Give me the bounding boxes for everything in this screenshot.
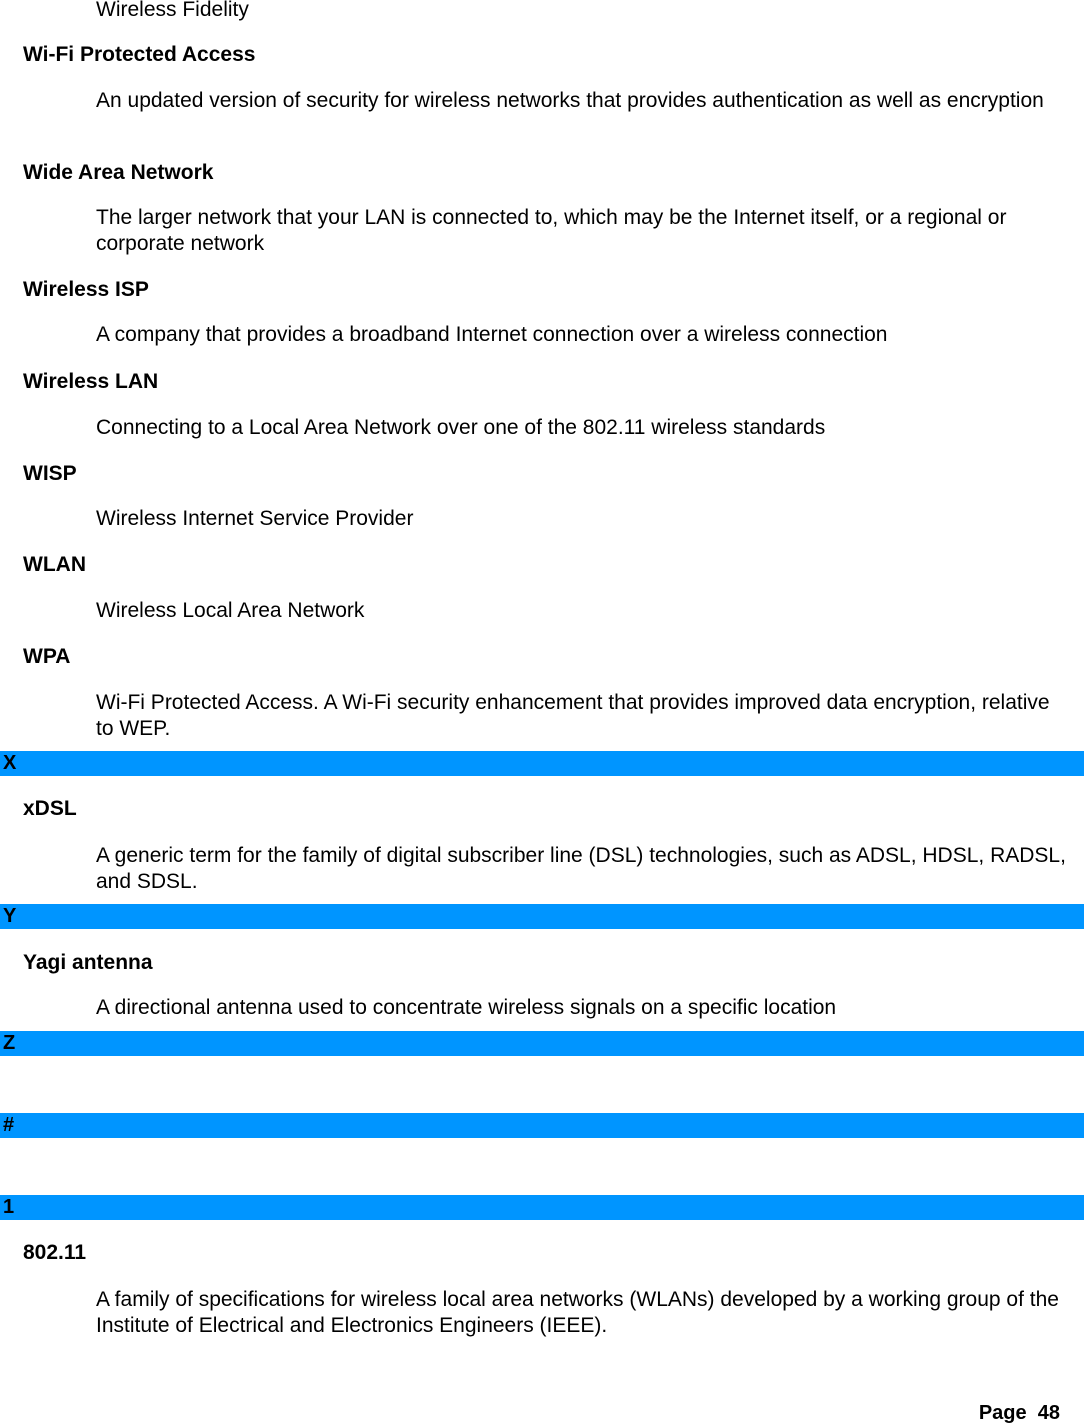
section-header-x — [0, 751, 1084, 776]
definition-wireless-lan: Connecting to a Local Area Network over one of the 802.11 wireless standards — [96, 416, 826, 439]
section-header-1 — [0, 1195, 1084, 1220]
term-802-11: 802.11 — [23, 1241, 87, 1264]
section-letter-y: Y — [3, 905, 17, 927]
term-yagi-antenna: Yagi antenna — [23, 951, 153, 974]
term-wpa: WPA — [23, 645, 71, 668]
term-wireless-lan: Wireless LAN — [23, 370, 159, 393]
section-letter-z: Z — [3, 1032, 16, 1054]
definition-yagi-antenna: A directional antenna used to concentrate wireless signals on a specific location — [96, 996, 837, 1019]
term-wifi-protected-access: Wi-Fi Protected Access — [23, 43, 256, 66]
section-letter-1: 1 — [3, 1196, 15, 1218]
term-wide-area-network: Wide Area Network — [23, 161, 214, 184]
definition-xdsl: A generic term for the family of digital subscriber line (DSL) technologies, such as ADSL, HDSL, RADSL, and SDSL. — [96, 844, 1066, 893]
section-header-z — [0, 1031, 1084, 1056]
term-xdsl: xDSL — [23, 797, 77, 820]
definition-wide-area-network: The larger network that your LAN is connected to, which may be the Internet itself, or a regional or corporate network — [96, 206, 1007, 255]
term-wireless-isp: Wireless ISP — [23, 278, 149, 301]
section-header-y — [0, 904, 1084, 929]
definition-802-11: A family of specifications for wireless local area networks (WLANs) developed by a working group of the Institute of Electrical and Electronics Engineers (IEEE). — [96, 1288, 1059, 1337]
page-number: Page 48 — [978, 1402, 1060, 1424]
term-wlan: WLAN — [23, 553, 86, 576]
section-letter-x: X — [3, 752, 17, 774]
definition-wireless-isp: A company that provides a broadband Internet connection over a wireless connection — [96, 323, 888, 346]
definition-wireless-fidelity: Wireless Fidelity — [96, 0, 249, 21]
definition-wifi-protected-access: An updated version of security for wireless networks that provides authentication as well as encryption — [96, 89, 1044, 112]
term-wisp: WISP — [23, 462, 77, 485]
definition-wisp: Wireless Internet Service Provider — [96, 507, 414, 530]
section-letter-hash: # — [3, 1114, 15, 1136]
definition-wlan: Wireless Local Area Network — [96, 599, 365, 622]
section-header-hash — [0, 1113, 1084, 1138]
definition-wpa: Wi-Fi Protected Access. A Wi-Fi security enhancement that provides improved data encryption, relative to WEP. — [96, 691, 1050, 740]
